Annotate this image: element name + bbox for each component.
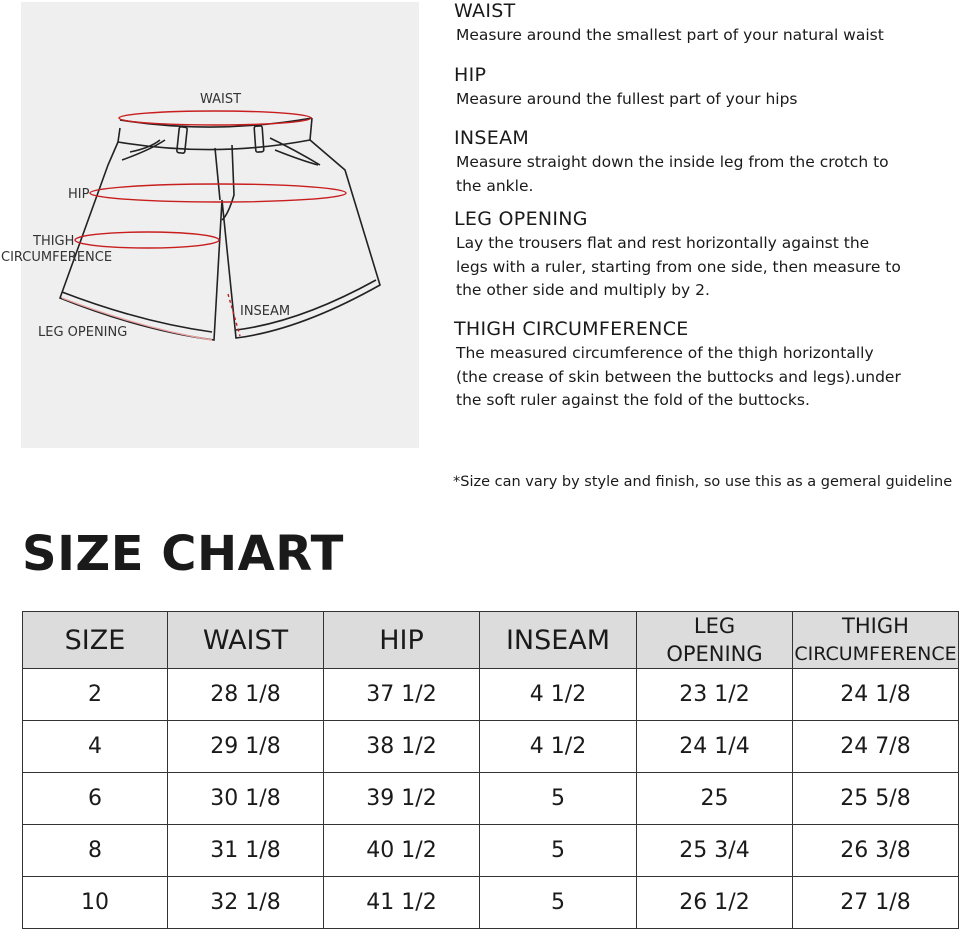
cell-leg-opening: 24 1/4 bbox=[637, 721, 793, 773]
definition-title: HIP bbox=[454, 64, 487, 86]
table-header-row bbox=[23, 612, 959, 669]
table-row bbox=[23, 877, 959, 929]
label-thigh-line1: THIGH bbox=[33, 234, 75, 249]
cell-waist: 29 1/8 bbox=[168, 721, 324, 773]
cell-inseam: 5 bbox=[480, 877, 637, 929]
definition-title: WAIST bbox=[454, 0, 516, 22]
cell-inseam: 5 bbox=[480, 773, 637, 825]
shorts-illustration bbox=[0, 0, 420, 450]
cell-thigh: 24 7/8 bbox=[793, 721, 959, 773]
cell-waist: 28 1/8 bbox=[168, 669, 324, 721]
cell-leg-opening: 26 1/2 bbox=[637, 877, 793, 929]
header-waist: WAIST bbox=[168, 612, 324, 669]
label-inseam: INSEAM bbox=[240, 304, 291, 319]
table-row bbox=[23, 669, 959, 721]
definition-text: Measure straight down the inside leg from the crotch to the ankle. bbox=[456, 153, 889, 195]
measurement-lines bbox=[62, 111, 346, 340]
definition-title: LEG OPENING bbox=[454, 208, 588, 230]
cell-size: 2 bbox=[23, 669, 168, 721]
header-leg-opening bbox=[637, 612, 793, 669]
cell-thigh: 27 1/8 bbox=[793, 877, 959, 929]
cell-thigh: 25 5/8 bbox=[793, 773, 959, 825]
cell-size: 4 bbox=[23, 721, 168, 773]
cell-leg-opening: 23 1/2 bbox=[637, 669, 793, 721]
cell-hip: 38 1/2 bbox=[324, 721, 480, 773]
header-leg-line2: OPENING bbox=[666, 642, 763, 666]
cell-waist: 31 1/8 bbox=[168, 825, 324, 877]
cell-hip: 40 1/2 bbox=[324, 825, 480, 877]
size-guideline-note: *Size can vary by style and finish, so use this as a gemeral guideline bbox=[453, 474, 953, 490]
waist-measure-line bbox=[119, 111, 311, 125]
cell-hip: 39 1/2 bbox=[324, 773, 480, 825]
cell-inseam: 4 1/2 bbox=[480, 721, 637, 773]
header-thigh-circumference bbox=[793, 612, 959, 669]
shorts-outline bbox=[60, 118, 380, 340]
header-thigh-line1: THIGH bbox=[842, 614, 909, 638]
definition-text: Lay the trousers flat and rest horizontally against the legs with a ruler, starting from one side, then measure to the other side and multiply by 2. bbox=[456, 234, 901, 299]
header-leg-line1: LEG bbox=[693, 614, 736, 638]
cell-inseam: 4 1/2 bbox=[480, 669, 637, 721]
header-thigh-line2: CIRCUMFERENCE bbox=[794, 643, 957, 665]
header-inseam: INSEAM bbox=[480, 612, 637, 669]
cell-thigh: 24 1/8 bbox=[793, 669, 959, 721]
header-size: SIZE bbox=[23, 612, 168, 669]
shorts-measurement-diagram bbox=[1, 2, 419, 448]
header-hip: HIP bbox=[324, 612, 480, 669]
cell-hip: 37 1/2 bbox=[324, 669, 480, 721]
label-waist: WAIST bbox=[200, 92, 242, 107]
cell-size: 10 bbox=[23, 877, 168, 929]
label-hip: HIP bbox=[68, 187, 90, 202]
cell-inseam: 5 bbox=[480, 825, 637, 877]
definition-text: The measured circumference of the thigh horizontally (the crease of skin between the buttocks and legs).under the soft ruler against the fold of the buttocks. bbox=[456, 344, 901, 409]
cell-size: 6 bbox=[23, 773, 168, 825]
cell-leg-opening: 25 3/4 bbox=[637, 825, 793, 877]
thigh-measure-line bbox=[75, 232, 219, 248]
definition-thigh-circumference bbox=[454, 318, 904, 413]
definition-text: Measure around the fullest part of your hips bbox=[456, 90, 798, 108]
definition-text: Measure around the smallest part of your natural waist bbox=[456, 26, 884, 44]
cell-leg-opening: 25 bbox=[637, 773, 793, 825]
definition-title: THIGH CIRCUMFERENCE bbox=[454, 318, 689, 340]
table-row bbox=[23, 825, 959, 877]
table-row bbox=[23, 773, 959, 825]
label-thigh-line2: CIRCUMFERENCE bbox=[1, 250, 113, 265]
definition-leg-opening bbox=[454, 208, 904, 303]
label-leg-opening: LEG OPENING bbox=[38, 325, 128, 340]
size-chart-title: SIZE CHART bbox=[22, 526, 344, 582]
cell-waist: 32 1/8 bbox=[168, 877, 324, 929]
table-row bbox=[23, 721, 959, 773]
cell-thigh: 26 3/8 bbox=[793, 825, 959, 877]
size-chart-table bbox=[22, 611, 959, 929]
definition-waist bbox=[454, 0, 904, 48]
definition-hip bbox=[454, 64, 904, 112]
cell-waist: 30 1/8 bbox=[168, 773, 324, 825]
cell-hip: 41 1/2 bbox=[324, 877, 480, 929]
cell-size: 8 bbox=[23, 825, 168, 877]
definition-title: INSEAM bbox=[454, 127, 530, 149]
definition-inseam bbox=[454, 127, 904, 198]
